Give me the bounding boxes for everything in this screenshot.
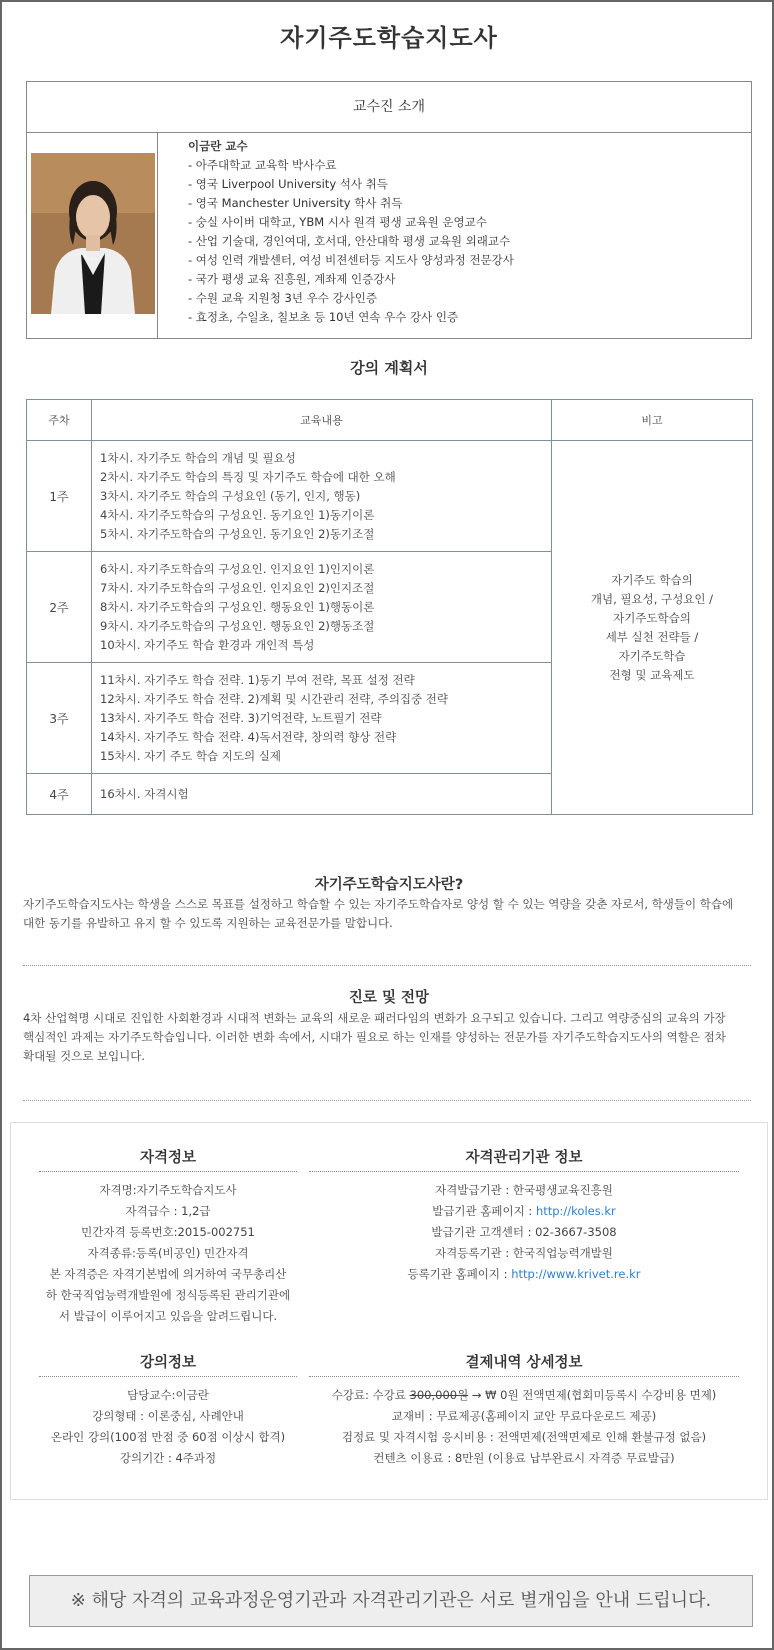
- page-title: 자기주도학습지도사: [280, 24, 498, 52]
- note-line: 자기주도학습: [618, 648, 686, 663]
- qualification-info: [39, 1146, 297, 1327]
- session-line: 12차시. 자기주도 학습 전략. 2)계획 및 시간관리 전략, 주의집중 전략: [100, 691, 449, 706]
- professor-photo: [31, 153, 155, 314]
- note-line: 개념, 필요성, 구성요인 /: [590, 591, 714, 606]
- lecture-info: [39, 1351, 297, 1469]
- session-line: 4차시. 자기주도학습의 구성요인. 동기요인 1)동기이론: [100, 507, 375, 522]
- content-cell: [92, 774, 552, 815]
- payment-line: 교재비 : 무료제공(홈페이지 교안 무료다운로드 제공): [391, 1409, 657, 1423]
- about-title: 자기주도학습지도사란?: [314, 877, 464, 893]
- note-line: 전형 및 교육제도: [609, 667, 695, 682]
- registrar-homepage-link[interactable]: http://www.krivet.re.kr: [511, 1267, 641, 1281]
- faculty-header: 교수진 소개: [27, 82, 751, 133]
- session-line: 16차시. 자격시험: [100, 786, 189, 801]
- qualification-line: 자격종류:등록(비공인) 민간자격: [87, 1246, 249, 1260]
- col-header-content: 교육내용: [92, 400, 552, 441]
- week-cell: 2주: [27, 552, 92, 663]
- career-text: 4차 산업혁명 시대로 진입한 사회환경과 시대적 변화는 교육의 새로운 패러다임의 변화가 요구되고 있습니다. 그리고 역량중심의 교육의 가장 핵심적인 과제는 자기주도학습입니다. 이러한 변화 속에서, 시대가 필요로 하는 인재를 양성하는 전문가를 자기주도학습지도사의 역할은 점차 확대될 것으로 보입니다.: [23, 1011, 726, 1063]
- issuer-text: 자격발급기관 : 한국평생교육진흥원: [435, 1183, 613, 1197]
- agency-info: [309, 1146, 739, 1285]
- content-cell: [92, 441, 552, 552]
- qualification-line: 서 발급이 이루어지고 있음을 알려드립니다.: [58, 1309, 278, 1323]
- bio-line: - 영국 Liverpool University 석사 취득: [188, 177, 388, 191]
- session-line: 2차시. 자기주도 학습의 특징 및 자기주도 학습에 대한 오해: [100, 469, 396, 484]
- issuer-homepage-link[interactable]: http://koles.kr: [535, 1204, 616, 1218]
- note-line: 자기주도 학습의: [611, 572, 693, 587]
- col-header-note: 비고: [552, 400, 753, 441]
- payment-line: 검정료 및 자격시험 응시비용 : 전액면제(전액면제로 인해 환불규정 없음): [341, 1430, 707, 1444]
- schedule-title: 강의 계획서: [350, 359, 428, 377]
- center-text: 발급기관 고객센터 : 02-3667-3508: [431, 1225, 617, 1239]
- session-line: 1차시. 자기주도 학습의 개념 및 필요성: [100, 450, 296, 465]
- bio-line: - 국가 평생 교육 진흥원, 계좌제 인증강사: [188, 272, 396, 286]
- career-title: 진로 및 전망: [348, 990, 430, 1006]
- old-fee: 300,000원: [409, 1388, 469, 1402]
- schedule-table: [26, 399, 753, 815]
- session-line: 10차시. 자기주도 학습 환경과 개인적 특성: [100, 637, 315, 652]
- fee-text: 수강료: 수강료 300,000원 → ₩ 0원 전액면제(협회미등록시 수강비용 면제): [331, 1388, 717, 1402]
- session-line: 6차시. 자기주도학습의 구성요인. 인지요인 1)인지이론: [100, 561, 375, 576]
- session-line: 14차시. 자기주도 학습 전략. 4)독서전략, 창의력 향상 전략: [100, 729, 397, 744]
- qualification-line: 본 자격증은 자격기본법에 의거하여 국무총리산: [49, 1267, 287, 1281]
- photo-cell: [27, 133, 158, 338]
- session-line: 15차시. 자기 주도 학습 지도의 실제: [100, 748, 281, 763]
- qualification-title: 자격정보: [39, 1146, 297, 1172]
- qualification-line: 자격급수 : 1,2급: [125, 1204, 211, 1218]
- bio-line: - 산업 기술대, 경인여대, 호서대, 안산대학 평생 교육원 외래교수: [188, 234, 511, 248]
- content-cell: [92, 663, 552, 774]
- lecture-line: 담당교수:이금란: [127, 1388, 209, 1402]
- session-line: 5차시. 자기주도학습의 구성요인. 동기요인 2)동기조절: [100, 526, 375, 541]
- session-line: 3차시. 자기주도 학습의 구성요인 (동기, 인지, 행동): [100, 488, 361, 503]
- table-row: [27, 441, 753, 552]
- lecture-line: 강의기간 : 4주과정: [119, 1451, 217, 1465]
- divider: [23, 965, 751, 966]
- lecture-line: 강의형태 : 이론중심, 사례안내: [92, 1409, 244, 1423]
- lecture-title: 강의정보: [39, 1351, 297, 1377]
- qualification-line: 자격명:자기주도학습지도사: [99, 1183, 237, 1197]
- note-cell: [552, 441, 753, 815]
- session-line: 13차시. 자기주도 학습 전략. 3)기억전략, 노트필기 전략: [100, 710, 382, 725]
- bio-line: - 영국 Manchester University 학사 취득: [188, 196, 403, 210]
- session-line: 8차시. 자기주도학습의 구성요인. 행동요인 1)행동이론: [100, 599, 375, 614]
- notice-banner: ※ 해당 자격의 교육과정운영기관과 자격관리기관은 서로 별개임을 안내 드립니다.: [29, 1575, 753, 1627]
- col-header-week: 주차: [27, 400, 92, 441]
- lecture-line: 온라인 강의(100점 만점 중 60점 이상시 합격): [50, 1430, 286, 1444]
- week-cell: 3주: [27, 663, 92, 774]
- bio-line: - 숭실 사이버 대학교, YBM 시사 원격 평생 교육원 운영교수: [188, 215, 487, 229]
- agency-title: 자격관리기관 정보: [309, 1146, 739, 1172]
- note-line: 세부 실천 전략들 /: [605, 629, 699, 644]
- bio-line: - 여성 인력 개발센터, 여성 비젼센터등 지도사 양성과정 전문강사: [188, 253, 514, 267]
- faculty-box: [26, 81, 752, 339]
- session-line: 9차시. 자기주도학습의 구성요인. 행동요인 2)행동조절: [100, 618, 375, 633]
- reg-homepage-label: 등록기관 홈페이지 :: [407, 1267, 512, 1281]
- qualification-line: 민간자격 등록번호:2015-002751: [81, 1225, 255, 1239]
- about-text: 자기주도학습지도사는 학생을 스스로 목표를 설정하고 학습할 수 있는 자기주도학습자로 양성 할 수 있는 역량을 갖춘 자로서, 학생들이 학습에 대한 동기를 유발하고 유지 할 수 있도록 지원하는 교육전문가를 말합니다.: [23, 897, 734, 930]
- bio-line: - 효정초, 수일초, 칠보초 등 10년 연속 우수 강사 인증: [188, 310, 459, 324]
- qualification-line: 하 한국직업능력개발원에 정식등록된 관리기관에: [45, 1288, 291, 1302]
- session-line: 7차시. 자기주도학습의 구성요인. 인지요인 2)인지조절: [100, 580, 375, 595]
- week-cell: 1주: [27, 441, 92, 552]
- content-cell: [92, 552, 552, 663]
- payment-title: 결제내역 상세정보: [309, 1351, 739, 1377]
- professor-name: 이금란 교수: [188, 139, 248, 153]
- payment-line: 컨텐츠 이용료 : 8만원 (이용료 납부완료시 자격증 무료발급): [373, 1451, 675, 1465]
- professor-bio: [188, 137, 514, 327]
- note-line: 자기주도학습의: [613, 610, 691, 625]
- info-box: [10, 1122, 768, 1500]
- homepage-label: 발급기관 홈페이지 :: [432, 1204, 536, 1218]
- week-cell: 4주: [27, 774, 92, 815]
- bio-line: - 아주대학교 교육학 박사수료: [188, 158, 337, 172]
- payment-info: [309, 1351, 739, 1469]
- session-line: 11차시. 자기주도 학습 전략. 1)동기 부여 전략, 목표 설정 전략: [100, 672, 415, 687]
- registrar-text: 자격등록기관 : 한국직업능력개발원: [435, 1246, 613, 1260]
- bio-line: - 수원 교육 지원청 3년 우수 강사인증: [188, 291, 377, 305]
- divider: [23, 1100, 751, 1101]
